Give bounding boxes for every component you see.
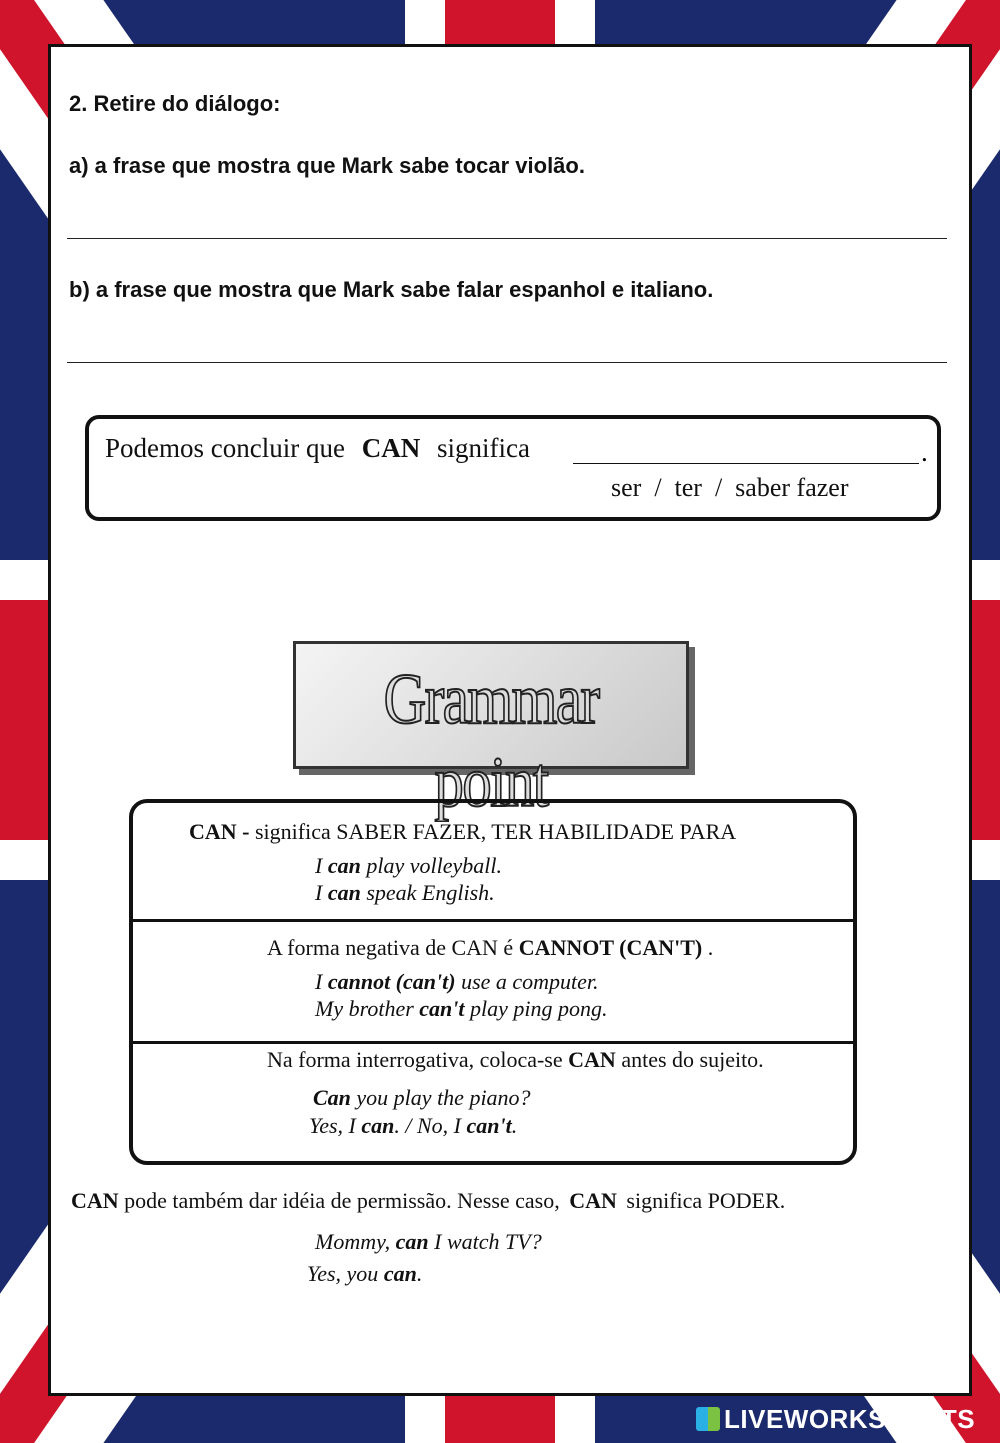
permission-keyword-2: CAN bbox=[569, 1188, 617, 1213]
example-text: . bbox=[511, 1113, 518, 1138]
answer-line-a[interactable] bbox=[67, 238, 947, 239]
rule-negative bbox=[267, 935, 713, 961]
permission-keyword: CAN bbox=[71, 1188, 119, 1213]
example-rest: play ping pong. bbox=[470, 996, 608, 1021]
rule-ability-keyword: CAN - bbox=[189, 819, 250, 844]
answer-line-b[interactable] bbox=[67, 362, 947, 363]
example-verb: can't bbox=[466, 1113, 512, 1138]
rule-ability bbox=[189, 819, 736, 845]
grammar-rules-box bbox=[129, 799, 857, 1165]
conclusion-suffix: significa bbox=[436, 433, 530, 463]
grammar-point-banner bbox=[293, 641, 689, 822]
example-subject: I bbox=[315, 969, 323, 994]
permission-rule bbox=[71, 1188, 785, 1214]
example-verb: can bbox=[361, 1113, 395, 1138]
example-verb: cannot (can't) bbox=[327, 969, 456, 994]
conclusion-options: ser / ter / saber fazer bbox=[611, 473, 849, 502]
example-subject: I bbox=[315, 853, 323, 878]
rule-interrogative-text-2: antes do sujeito. bbox=[621, 1047, 764, 1072]
permission-text: pode também dar idéia de permissão. Nesse caso, bbox=[124, 1188, 560, 1213]
example-rest: use a computer. bbox=[461, 969, 599, 994]
rule-divider bbox=[133, 919, 853, 922]
conclusion-prefix: Podemos concluir que bbox=[105, 433, 345, 463]
rule-negative-keyword: CANNOT (CAN'T) bbox=[518, 935, 703, 960]
example-subject: My brother bbox=[315, 996, 414, 1021]
rule-ability-example-2 bbox=[315, 880, 495, 906]
example-verb: Can bbox=[313, 1085, 351, 1110]
example-text: I watch TV? bbox=[434, 1229, 542, 1254]
rule-negative-example-1 bbox=[315, 969, 599, 995]
question-b: b) a frase que mostra que Mark sabe falar espanhol e italiano. bbox=[69, 277, 714, 302]
rule-interrogative bbox=[267, 1047, 764, 1073]
rule-interrogative-example-1 bbox=[313, 1085, 531, 1111]
rule-negative-text: A forma negativa de CAN é bbox=[267, 935, 514, 960]
watermark-text: LIVEWORKSHEETS bbox=[724, 1404, 976, 1434]
rule-ability-example-1 bbox=[315, 853, 502, 879]
worksheet-page bbox=[48, 44, 972, 1396]
example-rest: play volleyball. bbox=[366, 853, 502, 878]
conclusion-blank[interactable] bbox=[573, 463, 919, 464]
example-verb: can't bbox=[419, 996, 465, 1021]
liveworksheets-watermark bbox=[696, 1404, 975, 1435]
grammar-point-title: Grammar point bbox=[383, 659, 599, 822]
example-rest: speak English. bbox=[366, 880, 495, 905]
example-text: Yes, I bbox=[309, 1113, 356, 1138]
example-text: Yes, you bbox=[307, 1261, 379, 1286]
rule-negative-end: . bbox=[707, 935, 714, 960]
conclusion-box bbox=[85, 415, 941, 521]
rule-interrogative-keyword: CAN bbox=[568, 1047, 616, 1072]
permission-text-2: significa PODER. bbox=[626, 1188, 786, 1213]
rule-ability-text: significa SABER FAZER, TER HABILIDADE PARA bbox=[255, 819, 737, 844]
example-rest: you play the piano? bbox=[356, 1085, 531, 1110]
example-verb: can bbox=[327, 880, 361, 905]
question-title: 2. Retire do diálogo: bbox=[69, 91, 281, 116]
example-text: Mommy, bbox=[315, 1229, 391, 1254]
example-verb: can bbox=[383, 1261, 417, 1286]
conclusion-sentence bbox=[105, 433, 530, 464]
rule-divider bbox=[133, 1041, 853, 1044]
example-verb: can bbox=[327, 853, 361, 878]
rule-interrogative-text: Na forma interrogativa, coloca-se bbox=[267, 1047, 563, 1072]
permission-example-2 bbox=[307, 1261, 422, 1287]
example-text: . / No, I bbox=[394, 1113, 461, 1138]
rule-negative-example-2 bbox=[315, 996, 608, 1022]
permission-example-1 bbox=[315, 1229, 542, 1255]
example-text: . bbox=[416, 1261, 423, 1286]
liveworksheets-logo-icon bbox=[696, 1407, 720, 1431]
conclusion-keyword: CAN bbox=[361, 433, 421, 463]
example-subject: I bbox=[315, 880, 323, 905]
rule-interrogative-example-2 bbox=[309, 1113, 517, 1139]
question-a: a) a frase que mostra que Mark sabe tocar violão. bbox=[69, 153, 585, 178]
conclusion-period: . bbox=[921, 437, 928, 467]
example-verb: can bbox=[395, 1229, 429, 1254]
